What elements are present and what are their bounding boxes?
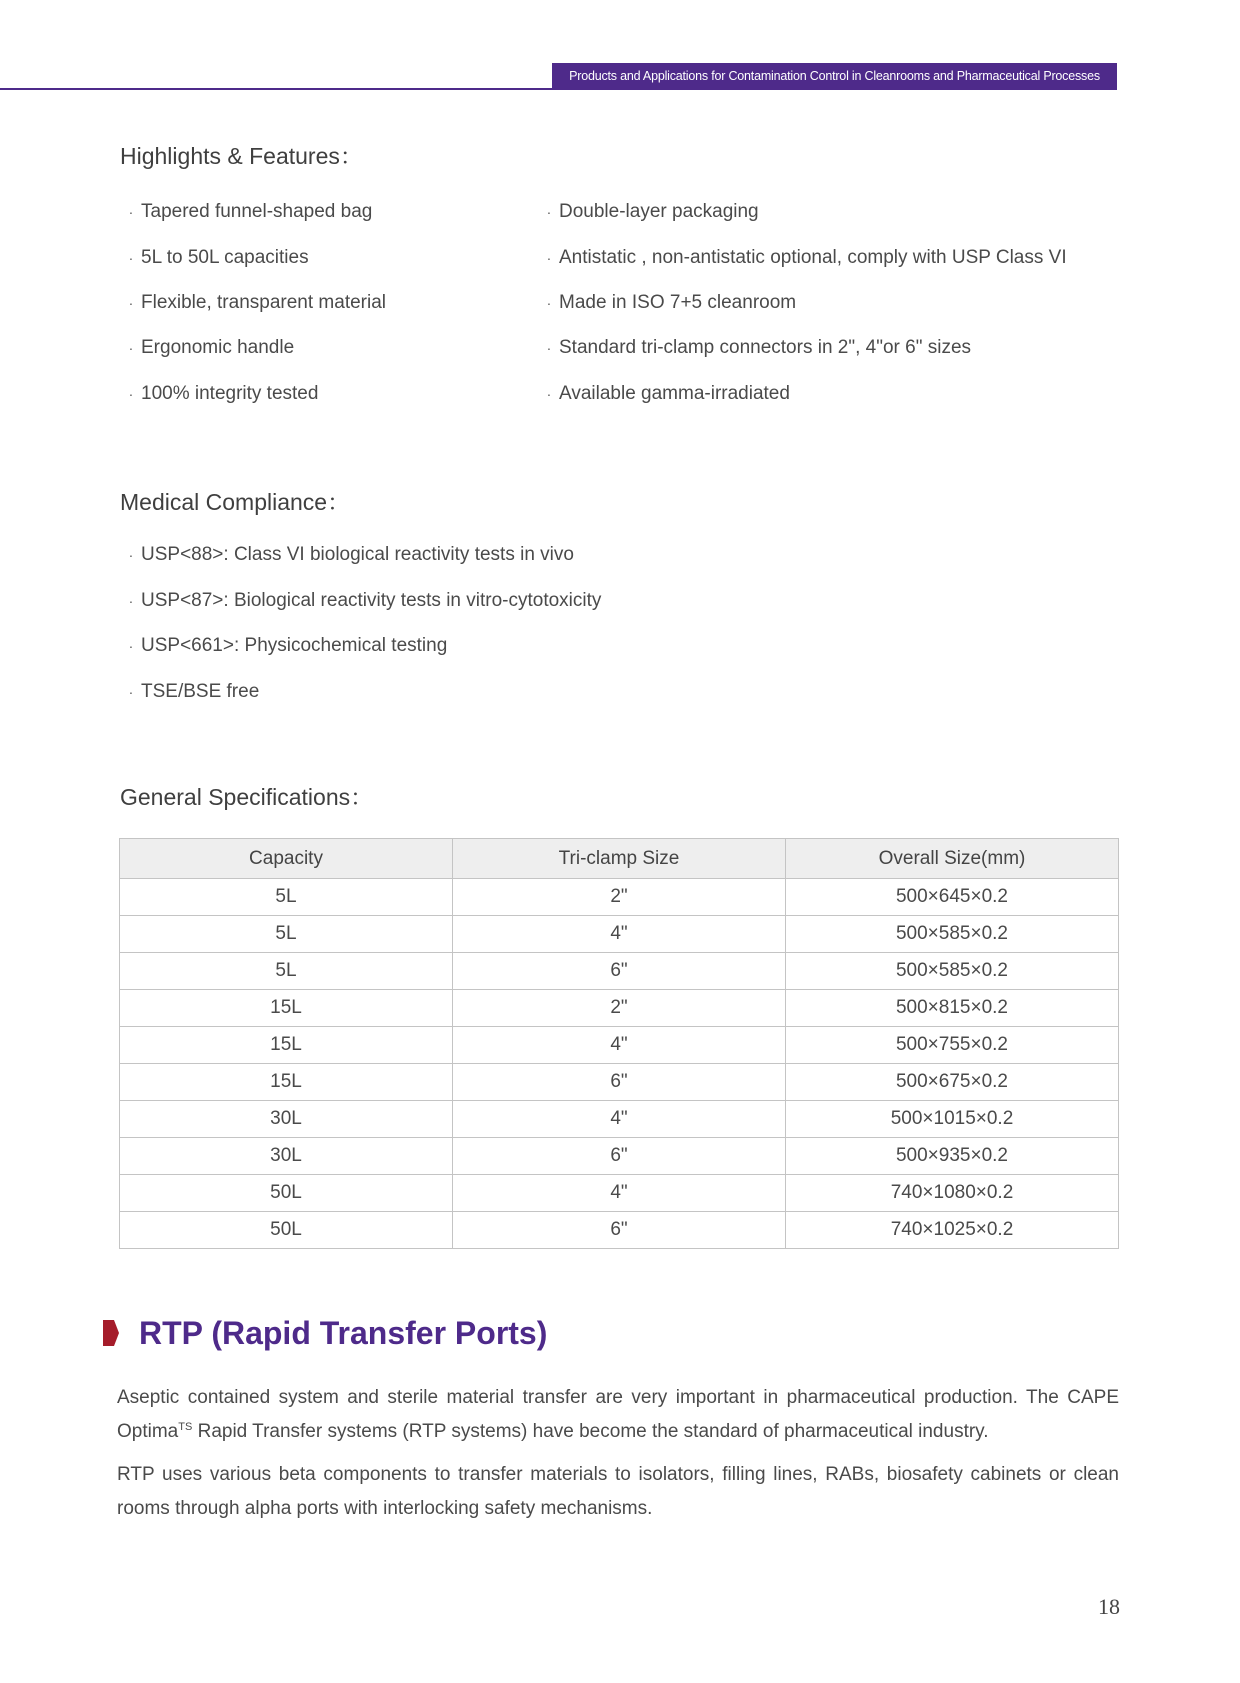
list-item-text: Flexible, transparent material xyxy=(141,292,386,313)
cell-capacity: 15L xyxy=(120,1027,453,1064)
table-row xyxy=(120,916,1119,953)
cell-capacity: 30L xyxy=(120,1138,453,1175)
bullet-icon: · xyxy=(128,340,134,356)
cell-triclamp-size: 4" xyxy=(453,1101,786,1138)
bullet-icon: · xyxy=(128,684,134,700)
cell-overall-size: 500×1015×0.2 xyxy=(786,1101,1119,1138)
cell-capacity: 5L xyxy=(120,879,453,916)
cell-triclamp-size: 4" xyxy=(453,1027,786,1064)
bullet-icon: · xyxy=(128,250,134,266)
list-item-text: Standard tri-clamp connectors in 2", 4"or 6" sizes xyxy=(559,337,972,358)
bullet-icon: · xyxy=(128,593,134,609)
list-item-text: USP<88>: Class VI biological reactivity tests in vivo xyxy=(141,544,574,565)
table-row xyxy=(120,1101,1119,1138)
table-row xyxy=(120,990,1119,1027)
header-banner: Products and Applications for Contamination Control in Cleanrooms and Pharmaceutical Processes xyxy=(552,63,1117,90)
table-row xyxy=(120,879,1119,916)
cell-capacity: 50L xyxy=(120,1212,453,1249)
compliance-title: Medical Compliance： xyxy=(120,489,351,515)
bullet-icon: · xyxy=(128,547,134,563)
rtp-paragraph-1-text: Aseptic contained system and sterile material transfer are very important in pharmaceutical production. The CAPE Optima xyxy=(117,1387,1119,1442)
table-row xyxy=(120,1175,1119,1212)
list-item-text: USP<661>: Physicochemical testing xyxy=(141,635,448,656)
cell-overall-size: 500×675×0.2 xyxy=(786,1064,1119,1101)
cell-triclamp-size: 2" xyxy=(453,990,786,1027)
column-header-capacity: Capacity xyxy=(120,839,453,879)
header-rule xyxy=(0,88,553,90)
list-item-text: 100% integrity tested xyxy=(141,383,319,404)
bullet-icon: · xyxy=(128,638,134,654)
cell-overall-size: 500×645×0.2 xyxy=(786,879,1119,916)
cell-capacity: 30L xyxy=(120,1101,453,1138)
page-number: 18 xyxy=(1098,1594,1120,1619)
list-item-text: Double-layer packaging xyxy=(559,201,759,222)
cell-triclamp-size: 6" xyxy=(453,1064,786,1101)
list-item-text: TSE/BSE free xyxy=(141,681,260,702)
column-header-overall-size: Overall Size(mm) xyxy=(786,839,1119,879)
cell-capacity: 15L xyxy=(120,1064,453,1101)
highlights-title: Highlights & Features： xyxy=(120,143,363,169)
table-row xyxy=(120,953,1119,990)
table-row xyxy=(120,1027,1119,1064)
specifications-table xyxy=(119,838,1119,1249)
list-item-text: 5L to 50L capacities xyxy=(141,247,309,268)
cell-triclamp-size: 2" xyxy=(453,879,786,916)
rtp-paragraph-2: RTP uses various beta components to transfer materials to isolators, filling lines, RABs, biosafety cabinets or clean rooms through alpha ports with interlocking safety mechanisms. xyxy=(117,1464,1119,1519)
bullet-icon: · xyxy=(546,204,552,220)
bullet-icon: · xyxy=(546,340,552,356)
bullet-icon: · xyxy=(546,295,552,311)
bullet-icon: · xyxy=(128,295,134,311)
table-row xyxy=(120,1212,1119,1249)
cell-triclamp-size: 6" xyxy=(453,1138,786,1175)
list-item-text: Tapered funnel-shaped bag xyxy=(141,201,373,222)
cell-overall-size: 740×1025×0.2 xyxy=(786,1212,1119,1249)
table-row xyxy=(120,1064,1119,1101)
cell-overall-size: 500×755×0.2 xyxy=(786,1027,1119,1064)
rtp-heading: RTP (Rapid Transfer Ports) xyxy=(139,1315,548,1351)
cell-capacity: 5L xyxy=(120,953,453,990)
section-marker-icon xyxy=(103,1320,119,1346)
column-header-triclamp-size: Tri-clamp Size xyxy=(453,839,786,879)
list-item-text: USP<87>: Biological reactivity tests in vitro-cytotoxicity xyxy=(141,590,602,611)
bullet-icon: · xyxy=(546,250,552,266)
table-header-row xyxy=(120,839,1119,879)
cell-overall-size: 500×585×0.2 xyxy=(786,953,1119,990)
list-item-text: Made in ISO 7+5 cleanroom xyxy=(559,292,797,313)
cell-overall-size: 500×585×0.2 xyxy=(786,916,1119,953)
cell-overall-size: 500×815×0.2 xyxy=(786,990,1119,1027)
cell-triclamp-size: 4" xyxy=(453,916,786,953)
list-item-text: Ergonomic handle xyxy=(141,337,295,358)
bullet-icon: · xyxy=(128,386,134,402)
bullet-icon: · xyxy=(546,386,552,402)
rtp-paragraph-1 xyxy=(117,1381,1119,1449)
cell-triclamp-size: 6" xyxy=(453,953,786,990)
trademark-superscript: TS xyxy=(178,1421,193,1433)
list-item-text: Available gamma-irradiated xyxy=(559,383,790,404)
cell-overall-size: 500×935×0.2 xyxy=(786,1138,1119,1175)
specifications-title: General Specifications： xyxy=(120,784,374,810)
rtp-paragraph-1-text-cont: Rapid Transfer systems (RTP systems) have become the standard of pharmaceutical industry. xyxy=(192,1421,989,1442)
list-item-text: Antistatic , non-antistatic optional, comply with USP Class VI xyxy=(559,247,1067,268)
cell-capacity: 15L xyxy=(120,990,453,1027)
table-row xyxy=(120,1138,1119,1175)
cell-triclamp-size: 6" xyxy=(453,1212,786,1249)
bullet-icon: · xyxy=(128,204,134,220)
cell-capacity: 5L xyxy=(120,916,453,953)
cell-overall-size: 740×1080×0.2 xyxy=(786,1175,1119,1212)
cell-triclamp-size: 4" xyxy=(453,1175,786,1212)
cell-capacity: 50L xyxy=(120,1175,453,1212)
